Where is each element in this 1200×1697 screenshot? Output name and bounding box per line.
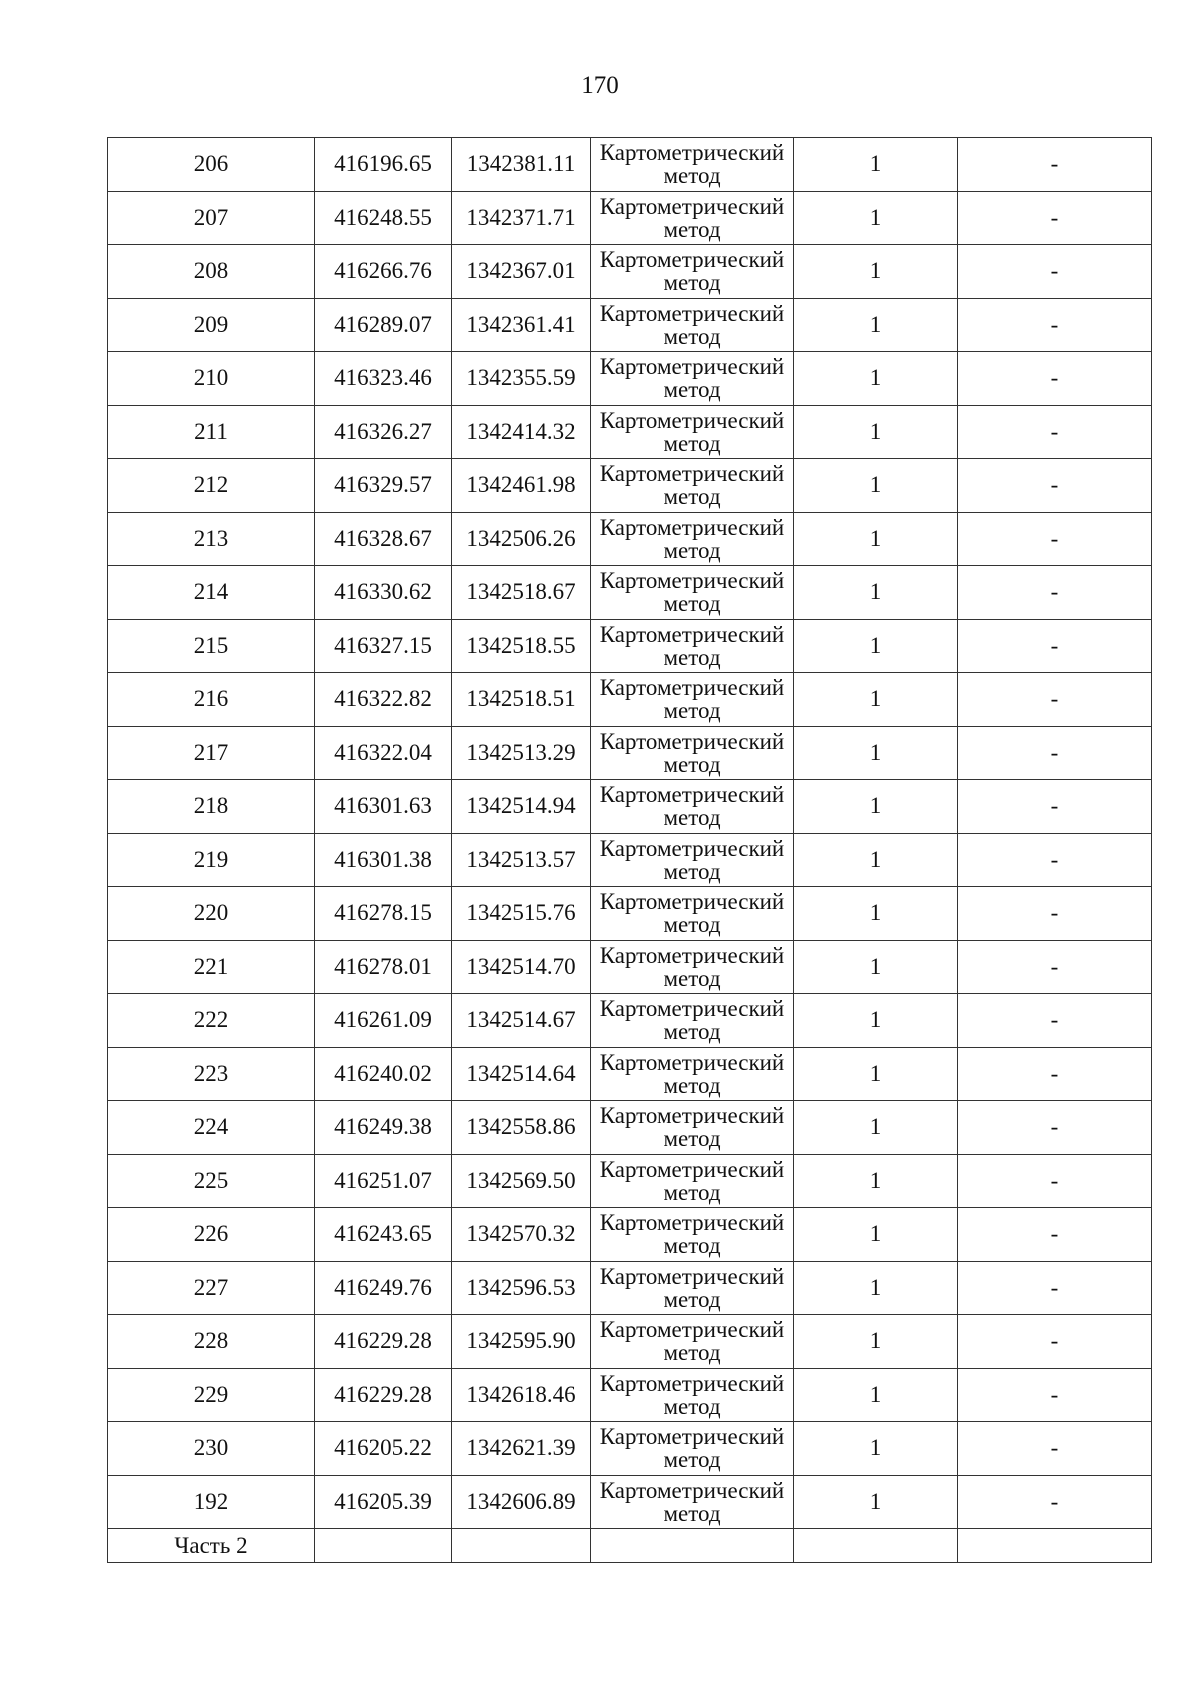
method-line1: Картометрический	[599, 407, 785, 433]
table-row	[108, 1422, 1152, 1476]
accuracy-cell: 1	[794, 298, 958, 352]
x-coordinate-cell: 416205.22	[315, 1422, 452, 1476]
table-row	[108, 1368, 1152, 1422]
accuracy-cell: 1	[794, 619, 958, 673]
x-coordinate-cell: 416328.67	[315, 512, 452, 566]
note-cell: -	[958, 1422, 1152, 1476]
point-number-cell: 213	[108, 512, 315, 566]
accuracy-cell: 1	[794, 1101, 958, 1155]
method-line1: Картометрический	[599, 1424, 785, 1450]
method-cell	[591, 1208, 794, 1262]
method-cell	[591, 673, 794, 727]
table-row	[108, 512, 1152, 566]
y-coordinate-cell: 1342558.86	[452, 1101, 591, 1155]
method-line2: метод	[663, 1286, 721, 1312]
point-number-cell: 216	[108, 673, 315, 727]
method-line1: Картометрический	[599, 247, 785, 273]
y-coordinate-cell: 1342371.71	[452, 191, 591, 245]
method-line2: метод	[663, 805, 721, 831]
method-line1: Картометрический	[599, 354, 785, 380]
x-coordinate-cell: 416240.02	[315, 1047, 452, 1101]
point-number-cell: 206	[108, 138, 315, 192]
method-line1: Картометрический	[599, 782, 785, 808]
table-row	[108, 619, 1152, 673]
point-number-cell: 219	[108, 833, 315, 887]
point-number-cell: 223	[108, 1047, 315, 1101]
method-line2: метод	[663, 644, 721, 670]
note-cell: -	[958, 887, 1152, 941]
method-line1: Картометрический	[599, 461, 785, 487]
y-coordinate-cell: 1342381.11	[452, 138, 591, 192]
note-cell: -	[958, 780, 1152, 834]
accuracy-cell: 1	[794, 245, 958, 299]
point-number-cell: 218	[108, 780, 315, 834]
method-line2: метод	[663, 323, 721, 349]
table-row	[108, 459, 1152, 513]
method-line2: метод	[663, 1019, 721, 1045]
method-cell	[591, 1261, 794, 1315]
table-row	[108, 1154, 1152, 1208]
table-row	[108, 673, 1152, 727]
point-number-cell: 229	[108, 1368, 315, 1422]
method-line2: метод	[663, 965, 721, 991]
method-line2: метод	[663, 858, 721, 884]
y-coordinate-cell: 1342514.67	[452, 994, 591, 1048]
point-number-cell: 230	[108, 1422, 315, 1476]
method-line1: Картометрический	[599, 835, 785, 861]
y-coordinate-cell: 1342506.26	[452, 512, 591, 566]
method-cell	[591, 726, 794, 780]
x-coordinate-cell: 416326.27	[315, 405, 452, 459]
point-number-cell: 222	[108, 994, 315, 1048]
method-line1: Картометрический	[599, 1210, 785, 1236]
method-line2: метод	[663, 163, 721, 189]
empty-cell	[958, 1529, 1152, 1563]
note-cell: -	[958, 1154, 1152, 1208]
accuracy-cell: 1	[794, 1475, 958, 1529]
method-line1: Картометрический	[599, 621, 785, 647]
accuracy-cell: 1	[794, 566, 958, 620]
y-coordinate-cell: 1342461.98	[452, 459, 591, 513]
method-cell	[591, 1422, 794, 1476]
table-row	[108, 566, 1152, 620]
method-line1: Картометрический	[599, 1103, 785, 1129]
x-coordinate-cell: 416322.82	[315, 673, 452, 727]
table-row	[108, 138, 1152, 192]
x-coordinate-cell: 416329.57	[315, 459, 452, 513]
method-line1: Картометрический	[599, 1049, 785, 1075]
x-coordinate-cell: 416249.38	[315, 1101, 452, 1155]
method-line2: метод	[663, 1072, 721, 1098]
point-number-cell: 221	[108, 940, 315, 994]
x-coordinate-cell: 416205.39	[315, 1475, 452, 1529]
point-number-cell: 220	[108, 887, 315, 941]
note-cell: -	[958, 1208, 1152, 1262]
method-line1: Картометрический	[599, 996, 785, 1022]
note-cell: -	[958, 619, 1152, 673]
part-row	[108, 1529, 1152, 1563]
method-line1: Картометрический	[599, 942, 785, 968]
page-number: 170	[581, 72, 619, 99]
table-row	[108, 1261, 1152, 1315]
note-cell: -	[958, 1261, 1152, 1315]
note-cell: -	[958, 1047, 1152, 1101]
method-cell	[591, 191, 794, 245]
note-cell: -	[958, 833, 1152, 887]
x-coordinate-cell: 416278.01	[315, 940, 452, 994]
point-number-cell: 215	[108, 619, 315, 673]
accuracy-cell: 1	[794, 512, 958, 566]
empty-cell	[794, 1529, 958, 1563]
y-coordinate-cell: 1342518.55	[452, 619, 591, 673]
table-row	[108, 887, 1152, 941]
method-line1: Картометрический	[599, 728, 785, 754]
accuracy-cell: 1	[794, 940, 958, 994]
empty-cell	[315, 1529, 452, 1563]
method-line1: Картометрический	[599, 1156, 785, 1182]
x-coordinate-cell: 416249.76	[315, 1261, 452, 1315]
x-coordinate-cell: 416196.65	[315, 138, 452, 192]
method-line1: Картометрический	[599, 1263, 785, 1289]
method-cell	[591, 298, 794, 352]
point-number-cell: 217	[108, 726, 315, 780]
accuracy-cell: 1	[794, 405, 958, 459]
y-coordinate-cell: 1342514.64	[452, 1047, 591, 1101]
point-number-cell: 224	[108, 1101, 315, 1155]
method-line2: метод	[663, 1447, 721, 1473]
accuracy-cell: 1	[794, 459, 958, 513]
method-line1: Картометрический	[599, 889, 785, 915]
note-cell: -	[958, 512, 1152, 566]
method-cell	[591, 994, 794, 1048]
x-coordinate-cell: 416248.55	[315, 191, 452, 245]
y-coordinate-cell: 1342618.46	[452, 1368, 591, 1422]
accuracy-cell: 1	[794, 1368, 958, 1422]
method-cell	[591, 566, 794, 620]
note-cell: -	[958, 405, 1152, 459]
table-row	[108, 726, 1152, 780]
method-cell	[591, 1315, 794, 1369]
x-coordinate-cell: 416261.09	[315, 994, 452, 1048]
accuracy-cell: 1	[794, 352, 958, 406]
note-cell: -	[958, 673, 1152, 727]
accuracy-cell: 1	[794, 1047, 958, 1101]
y-coordinate-cell: 1342569.50	[452, 1154, 591, 1208]
y-coordinate-cell: 1342514.70	[452, 940, 591, 994]
note-cell: -	[958, 940, 1152, 994]
method-line2: метод	[663, 698, 721, 724]
y-coordinate-cell: 1342513.57	[452, 833, 591, 887]
method-line2: метод	[663, 912, 721, 938]
note-cell: -	[958, 191, 1152, 245]
y-coordinate-cell: 1342367.01	[452, 245, 591, 299]
note-cell: -	[958, 459, 1152, 513]
x-coordinate-cell: 416322.04	[315, 726, 452, 780]
point-number-cell: 214	[108, 566, 315, 620]
method-line2: метод	[663, 484, 721, 510]
note-cell: -	[958, 1101, 1152, 1155]
method-cell	[591, 619, 794, 673]
point-number-cell: 228	[108, 1315, 315, 1369]
point-number-cell: 207	[108, 191, 315, 245]
method-cell	[591, 245, 794, 299]
method-line1: Картометрический	[599, 568, 785, 594]
point-number-cell: 225	[108, 1154, 315, 1208]
method-cell	[591, 887, 794, 941]
empty-cell	[452, 1529, 591, 1563]
coordinates-table	[107, 137, 1152, 1563]
method-cell	[591, 1475, 794, 1529]
note-cell: -	[958, 1368, 1152, 1422]
method-line1: Картометрический	[599, 193, 785, 219]
point-number-cell: 227	[108, 1261, 315, 1315]
accuracy-cell: 1	[794, 726, 958, 780]
accuracy-cell: 1	[794, 833, 958, 887]
note-cell: -	[958, 726, 1152, 780]
y-coordinate-cell: 1342606.89	[452, 1475, 591, 1529]
method-line2: метод	[663, 537, 721, 563]
y-coordinate-cell: 1342361.41	[452, 298, 591, 352]
method-cell	[591, 1101, 794, 1155]
method-cell	[591, 833, 794, 887]
method-line2: метод	[663, 1500, 721, 1526]
table-row	[108, 1208, 1152, 1262]
method-cell	[591, 352, 794, 406]
method-line2: метод	[663, 430, 721, 456]
point-number-cell: 209	[108, 298, 315, 352]
method-cell	[591, 780, 794, 834]
method-cell	[591, 512, 794, 566]
table-row	[108, 1475, 1152, 1529]
table-row	[108, 994, 1152, 1048]
method-line1: Картометрический	[599, 300, 785, 326]
table-row	[108, 191, 1152, 245]
method-cell	[591, 1368, 794, 1422]
method-line1: Картометрический	[599, 675, 785, 701]
method-line1: Картометрический	[599, 1477, 785, 1503]
method-line1: Картометрический	[599, 514, 785, 540]
point-number-cell: 211	[108, 405, 315, 459]
accuracy-cell: 1	[794, 887, 958, 941]
accuracy-cell: 1	[794, 1261, 958, 1315]
y-coordinate-cell: 1342514.94	[452, 780, 591, 834]
method-line2: метод	[663, 1340, 721, 1366]
note-cell: -	[958, 1315, 1152, 1369]
accuracy-cell: 1	[794, 673, 958, 727]
x-coordinate-cell: 416323.46	[315, 352, 452, 406]
method-line2: метод	[663, 377, 721, 403]
method-line2: метод	[663, 216, 721, 242]
table-row	[108, 940, 1152, 994]
y-coordinate-cell: 1342570.32	[452, 1208, 591, 1262]
accuracy-cell: 1	[794, 138, 958, 192]
accuracy-cell: 1	[794, 780, 958, 834]
table-body	[108, 138, 1152, 1563]
method-cell	[591, 405, 794, 459]
x-coordinate-cell: 416301.63	[315, 780, 452, 834]
part-label: Часть 2	[108, 1529, 315, 1563]
accuracy-cell: 1	[794, 994, 958, 1048]
note-cell: -	[958, 245, 1152, 299]
accuracy-cell: 1	[794, 1154, 958, 1208]
method-line2: метод	[663, 1126, 721, 1152]
x-coordinate-cell: 416289.07	[315, 298, 452, 352]
method-cell	[591, 1047, 794, 1101]
point-number-cell: 212	[108, 459, 315, 513]
y-coordinate-cell: 1342621.39	[452, 1422, 591, 1476]
x-coordinate-cell: 416278.15	[315, 887, 452, 941]
table-row	[108, 780, 1152, 834]
x-coordinate-cell: 416251.07	[315, 1154, 452, 1208]
note-cell: -	[958, 298, 1152, 352]
table-row	[108, 833, 1152, 887]
point-number-cell: 192	[108, 1475, 315, 1529]
y-coordinate-cell: 1342515.76	[452, 887, 591, 941]
x-coordinate-cell: 416266.76	[315, 245, 452, 299]
note-cell: -	[958, 994, 1152, 1048]
method-cell	[591, 940, 794, 994]
method-line1: Картометрический	[599, 140, 785, 166]
note-cell: -	[958, 352, 1152, 406]
y-coordinate-cell: 1342414.32	[452, 405, 591, 459]
method-line2: метод	[663, 1179, 721, 1205]
x-coordinate-cell: 416229.28	[315, 1368, 452, 1422]
point-number-cell: 208	[108, 245, 315, 299]
method-line2: метод	[663, 591, 721, 617]
table-row	[108, 1047, 1152, 1101]
method-line2: метод	[663, 1393, 721, 1419]
note-cell: -	[958, 138, 1152, 192]
x-coordinate-cell: 416330.62	[315, 566, 452, 620]
accuracy-cell: 1	[794, 1208, 958, 1262]
method-cell	[591, 1154, 794, 1208]
point-number-cell: 210	[108, 352, 315, 406]
y-coordinate-cell: 1342595.90	[452, 1315, 591, 1369]
note-cell: -	[958, 566, 1152, 620]
method-line2: метод	[663, 1233, 721, 1259]
point-number-cell: 226	[108, 1208, 315, 1262]
table-row	[108, 405, 1152, 459]
y-coordinate-cell: 1342355.59	[452, 352, 591, 406]
accuracy-cell: 1	[794, 1315, 958, 1369]
method-line2: метод	[663, 270, 721, 296]
method-cell	[591, 138, 794, 192]
y-coordinate-cell: 1342513.29	[452, 726, 591, 780]
empty-cell	[591, 1529, 794, 1563]
x-coordinate-cell: 416301.38	[315, 833, 452, 887]
y-coordinate-cell: 1342518.51	[452, 673, 591, 727]
method-line1: Картометрический	[599, 1370, 785, 1396]
table-row	[108, 1315, 1152, 1369]
method-cell	[591, 459, 794, 513]
x-coordinate-cell: 416229.28	[315, 1315, 452, 1369]
accuracy-cell: 1	[794, 1422, 958, 1476]
x-coordinate-cell: 416327.15	[315, 619, 452, 673]
method-line2: метод	[663, 751, 721, 777]
method-line1: Картометрический	[599, 1317, 785, 1343]
accuracy-cell: 1	[794, 191, 958, 245]
table-row	[108, 1101, 1152, 1155]
y-coordinate-cell: 1342596.53	[452, 1261, 591, 1315]
x-coordinate-cell: 416243.65	[315, 1208, 452, 1262]
note-cell: -	[958, 1475, 1152, 1529]
table-row	[108, 298, 1152, 352]
table-row	[108, 245, 1152, 299]
table-row	[108, 352, 1152, 406]
y-coordinate-cell: 1342518.67	[452, 566, 591, 620]
